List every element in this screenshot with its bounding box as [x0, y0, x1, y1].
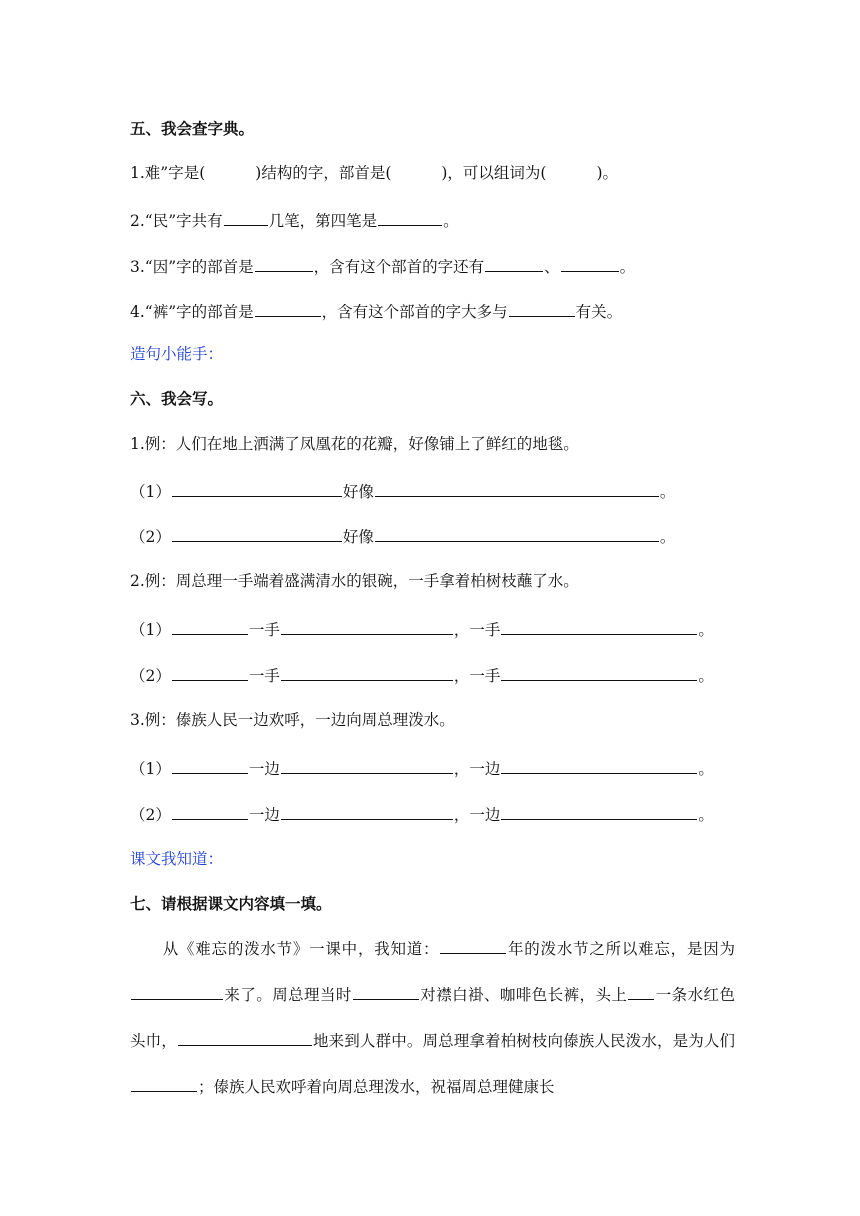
- ex3-line-1-comma: ，一边: [453, 760, 501, 778]
- section6-example-2: 2.例：周总理一手端着盛满清水的银碗，一手拿着柏树枝蘸了水。: [130, 572, 579, 590]
- q3-text-1: 3.“因”字的部首是: [130, 258, 254, 276]
- q4-blank-1[interactable]: [255, 299, 321, 317]
- ex1-line-2: [130, 524, 675, 546]
- ex3-line-2-end: 。: [698, 806, 714, 824]
- section5-q3: [130, 254, 635, 276]
- para-blank-manner[interactable]: [178, 1028, 312, 1046]
- para-blank-year[interactable]: [440, 936, 506, 954]
- ex1-line-1-num: （1）: [130, 483, 171, 501]
- section5-heading: 五、我会查字典。: [130, 120, 255, 138]
- ex1-line-2-end: 。: [659, 528, 676, 546]
- section6-heading: 六、我会写。: [130, 390, 224, 408]
- q2-text-2: 几笔，第四笔是: [268, 212, 378, 230]
- q4-text-2: ，含有这个部首的字大多与: [321, 303, 508, 321]
- q3-text-2: ，含有这个部首的字还有: [313, 258, 485, 276]
- q3-blank-1[interactable]: [255, 254, 313, 272]
- ex1-line-1-mid: 好像: [342, 483, 374, 501]
- ex2-line-1-mid: 一手: [248, 621, 280, 639]
- ex2-line-1-blank-b[interactable]: [281, 617, 453, 635]
- ex1-line-1-blank-b[interactable]: [375, 479, 659, 497]
- q1-text-2: )结构的字，部首是(: [255, 164, 392, 182]
- section6-example-3: 3.例：傣族人民一边欢呼，一边向周总理泼水。: [130, 711, 455, 729]
- para-seg-4: 对襟白褂、咖啡色长裤，头上: [419, 986, 628, 1004]
- para-blank-head[interactable]: [628, 982, 654, 1000]
- ex2-line-2-end: 。: [698, 667, 714, 685]
- ex1-line-1: [130, 479, 675, 501]
- ex3-line-1-blank-c[interactable]: [501, 756, 697, 774]
- q3-text-4: 。: [619, 258, 636, 276]
- ex3-line-2-mid: 一边: [248, 806, 280, 824]
- ex2-line-1: [130, 617, 714, 639]
- q2-blank-2[interactable]: [378, 208, 442, 226]
- ex2-line-2-comma: ，一手: [453, 667, 501, 685]
- ex3-line-2-comma: ，一边: [453, 806, 501, 824]
- ex2-line-1-num: （1）: [130, 621, 171, 639]
- para-blank-who[interactable]: [131, 982, 223, 1000]
- label-text-knowledge: 课文我知道：: [130, 850, 224, 868]
- para-blank-purpose[interactable]: [131, 1074, 197, 1092]
- ex1-line-2-blank-a[interactable]: [172, 524, 342, 542]
- ex2-line-2: [130, 663, 714, 685]
- para-seg-2: 年的泼水节之所以难忘，是因为: [507, 940, 735, 958]
- para-blank-wear[interactable]: [353, 982, 419, 1000]
- ex3-line-1-blank-b[interactable]: [281, 756, 453, 774]
- q1-text-4: )。: [596, 164, 619, 182]
- section6-example-1: 1.例：人们在地上洒满了凤凰花的花瓣，好像铺上了鲜红的地毯。: [130, 435, 579, 453]
- ex1-line-2-blank-b[interactable]: [375, 524, 659, 542]
- ex3-line-1-end: 。: [698, 760, 714, 778]
- ex3-line-1-mid: 一边: [248, 760, 280, 778]
- ex2-line-2-blank-c[interactable]: [501, 663, 697, 681]
- ex3-line-1-num: （1）: [130, 760, 171, 778]
- ex3-line-2-num: （2）: [130, 806, 171, 824]
- q2-text-3: 。: [443, 212, 459, 230]
- ex3-line-2-blank-a[interactable]: [172, 802, 248, 820]
- ex3-line-1-blank-a[interactable]: [172, 756, 248, 774]
- para-seg-5: 一条水红色头巾，: [130, 986, 735, 1050]
- ex3-line-2: [130, 802, 714, 824]
- q4-text-1: 4.“裤”字的部首是: [130, 303, 254, 321]
- ex2-line-1-blank-a[interactable]: [172, 617, 248, 635]
- section5-q2: [130, 208, 459, 230]
- ex2-line-1-comma: ，一手: [453, 621, 501, 639]
- ex2-line-2-blank-a[interactable]: [172, 663, 248, 681]
- ex2-line-1-end: 。: [698, 621, 714, 639]
- ex2-line-2-mid: 一手: [248, 667, 280, 685]
- section7-heading: 七、请根据课文内容填一填。: [130, 895, 332, 913]
- ex1-line-2-mid: 好像: [342, 528, 374, 546]
- section5-q1: [130, 162, 618, 184]
- q2-blank-1[interactable]: [224, 208, 268, 226]
- section7-paragraph: [130, 926, 735, 1110]
- q3-blank-3[interactable]: [561, 254, 619, 272]
- q4-text-3: 有关。: [575, 303, 623, 321]
- ex3-line-2-blank-b[interactable]: [281, 802, 453, 820]
- ex3-line-1: [130, 756, 714, 778]
- section5-q4: [130, 299, 622, 321]
- para-seg-3: 来了。周总理当时: [224, 986, 352, 1004]
- ex1-line-2-num: （2）: [130, 528, 171, 546]
- q1-text-3: )，可以组词为(: [441, 164, 547, 182]
- ex2-line-2-blank-b[interactable]: [281, 663, 453, 681]
- ex2-line-2-num: （2）: [130, 667, 171, 685]
- q2-text-1: 2.“民”字共有: [130, 212, 223, 230]
- para-seg-6: 地来到人群中。周总理拿着柏树枝向傣族人民泼水，是为人们: [312, 1032, 735, 1050]
- ex1-line-1-end: 。: [659, 483, 676, 501]
- label-sentence-making: 造句小能手：: [130, 345, 224, 363]
- ex3-line-2-blank-c[interactable]: [501, 802, 697, 820]
- q1-text-1: 1.难”字是(: [130, 164, 206, 182]
- para-seg-7: ；傣族人民欢呼着向周总理泼水，祝福周总理健康长: [198, 1078, 555, 1096]
- ex1-line-1-blank-a[interactable]: [172, 479, 342, 497]
- ex2-line-1-blank-c[interactable]: [501, 617, 697, 635]
- para-seg-1: 从《难忘的泼水节》一课中，我知道：: [162, 940, 440, 958]
- q3-blank-2[interactable]: [485, 254, 543, 272]
- q4-blank-2[interactable]: [509, 299, 575, 317]
- q3-text-3: 、: [544, 258, 560, 276]
